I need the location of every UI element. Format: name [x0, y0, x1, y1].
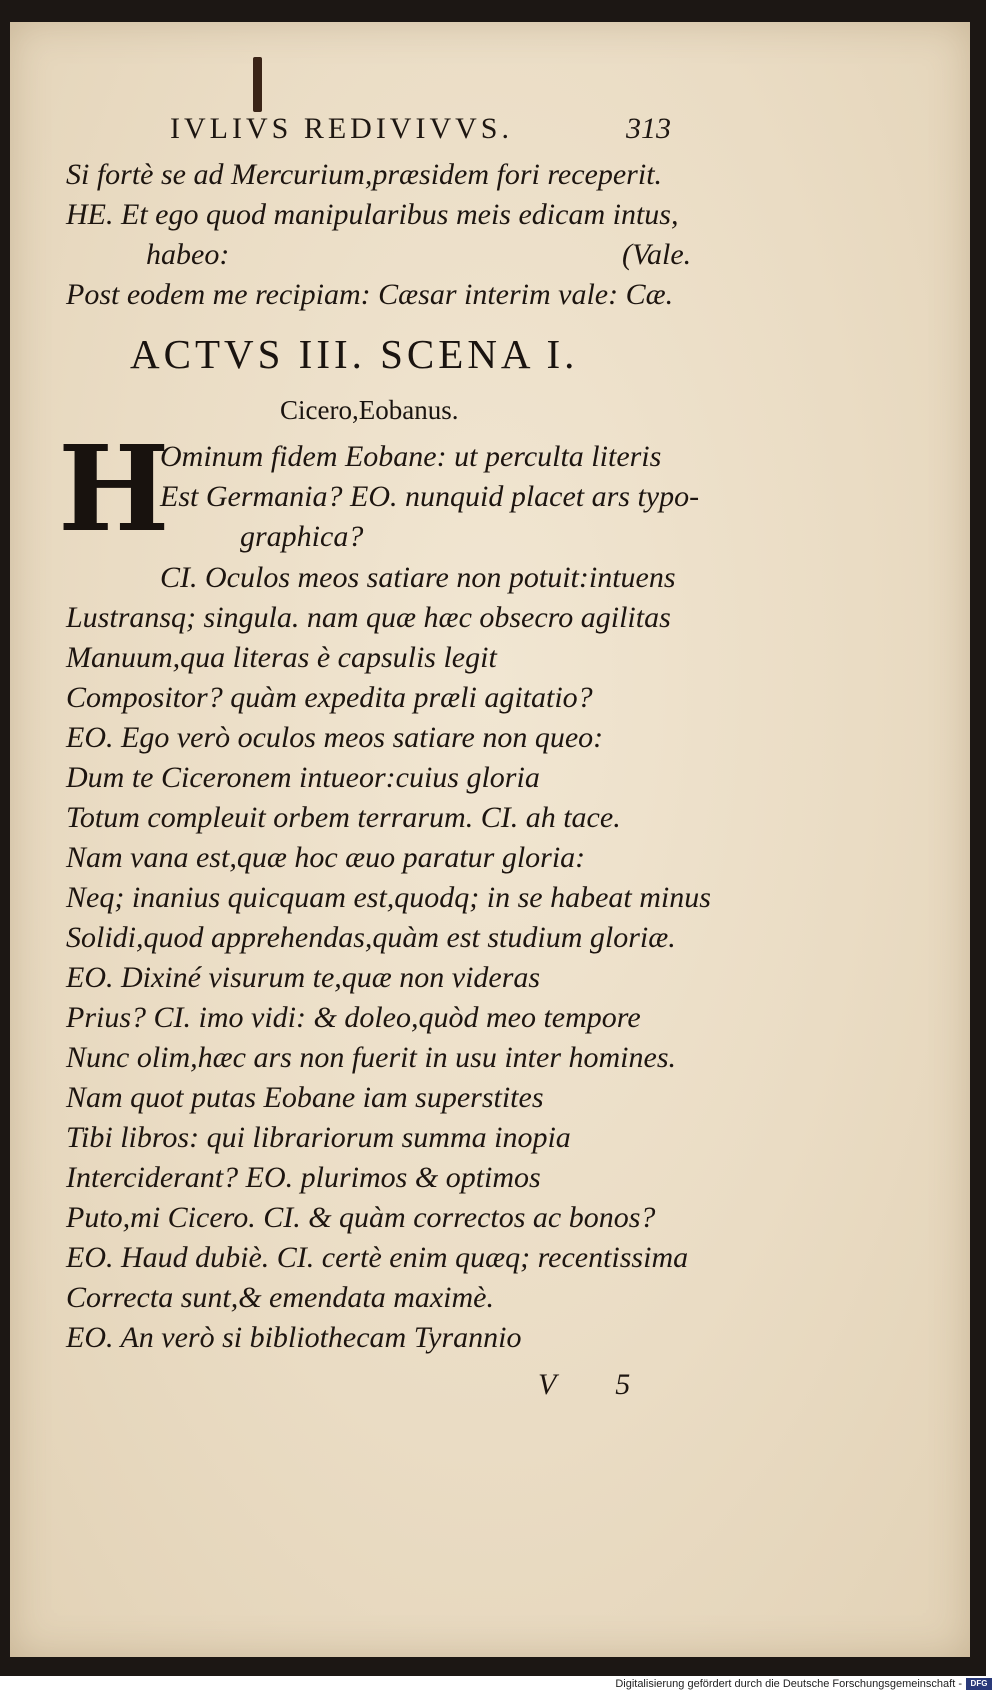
- ink-mark: [253, 57, 262, 112]
- digitization-footer: [0, 1676, 1000, 1693]
- aside-text: (Vale.: [622, 238, 692, 271]
- text-line: Manuum,qua literas è capsulis legit: [66, 641, 497, 674]
- text-line: Nunc olim,hæc ars non fuerit in usu inter homines.: [66, 1041, 676, 1074]
- text-line: EO. Haud dubiè. CI. certè enim quæq; recentissima: [66, 1241, 689, 1274]
- act-title: ACTVS III. SCENA I.: [130, 331, 579, 377]
- footer-credit: Digitalisierung gefördert durch die Deutsche Forschungsgemeinschaft -: [615, 1678, 962, 1690]
- text-line: EO. Ego verò oculos meos satiare non queo:: [66, 721, 604, 754]
- text-line: Nam vana est,quæ hoc æuo paratur gloria:: [66, 841, 586, 874]
- text-line: Post eodem me recipiam: Cæsar interim vale: Cæ.: [66, 278, 674, 311]
- text-line: Dum te Ciceronem intueor:cuius gloria: [66, 761, 540, 794]
- text-line: Prius? CI. imo vidi: & doleo,quòd meo tempore: [66, 1001, 641, 1034]
- text-line: Est Germania? EO. nunquid placet ars typo-: [160, 480, 700, 513]
- drop-capital: H: [58, 419, 170, 558]
- speakers-list: Cicero,Eobanus.: [280, 395, 459, 425]
- dfg-logo-icon: DFG: [966, 1678, 992, 1690]
- text-line: HE. Et ego quod manipularibus meis edicam intus,: [66, 198, 679, 231]
- text-line: Puto,mi Cicero. CI. & quàm correctos ac bonos?: [66, 1201, 656, 1234]
- running-head: IVLIVS REDIVIVVS.: [170, 112, 513, 145]
- text-line: EO. An verò si bibliothecam Tyrannio: [66, 1321, 522, 1354]
- text-line: Compositor? quàm expedita præli agitatio?: [66, 681, 593, 714]
- text-line: habeo:: [146, 238, 230, 271]
- text-line: Lustransq; singula. nam quæ hæc obsecro agilitas: [66, 601, 671, 634]
- text-line: Neq; inanius quicquam est,quodq; in se habeat minus: [66, 881, 711, 914]
- text-line: Tibi libros: qui librariorum summa inopia: [66, 1121, 571, 1154]
- text-line: Solidi,quod apprehendas,quàm est studium gloriæ.: [66, 921, 676, 954]
- text-line: EO. Dixiné visurum te,quæ non videras: [66, 961, 541, 994]
- text-line: Si fortè se ad Mercurium,præsidem fori receperit.: [66, 158, 663, 191]
- text-line: Correcta sunt,& emendata maximè.: [66, 1281, 494, 1314]
- text-line: Ominum fidem Eobane: ut perculta literis: [160, 440, 662, 473]
- signature-mark: V 5: [538, 1368, 657, 1401]
- text-line: Totum compleuit orbem terrarum. CI. ah tace.: [66, 801, 621, 834]
- page-number: 313: [626, 112, 671, 145]
- text-line: graphica?: [240, 520, 364, 553]
- text-line: Nam quot putas Eobane iam superstites: [66, 1081, 544, 1114]
- text-line: CI. Oculos meos satiare non potuit:intuens: [160, 561, 676, 594]
- text-line: Interciderant? EO. plurimos & optimos: [66, 1161, 541, 1194]
